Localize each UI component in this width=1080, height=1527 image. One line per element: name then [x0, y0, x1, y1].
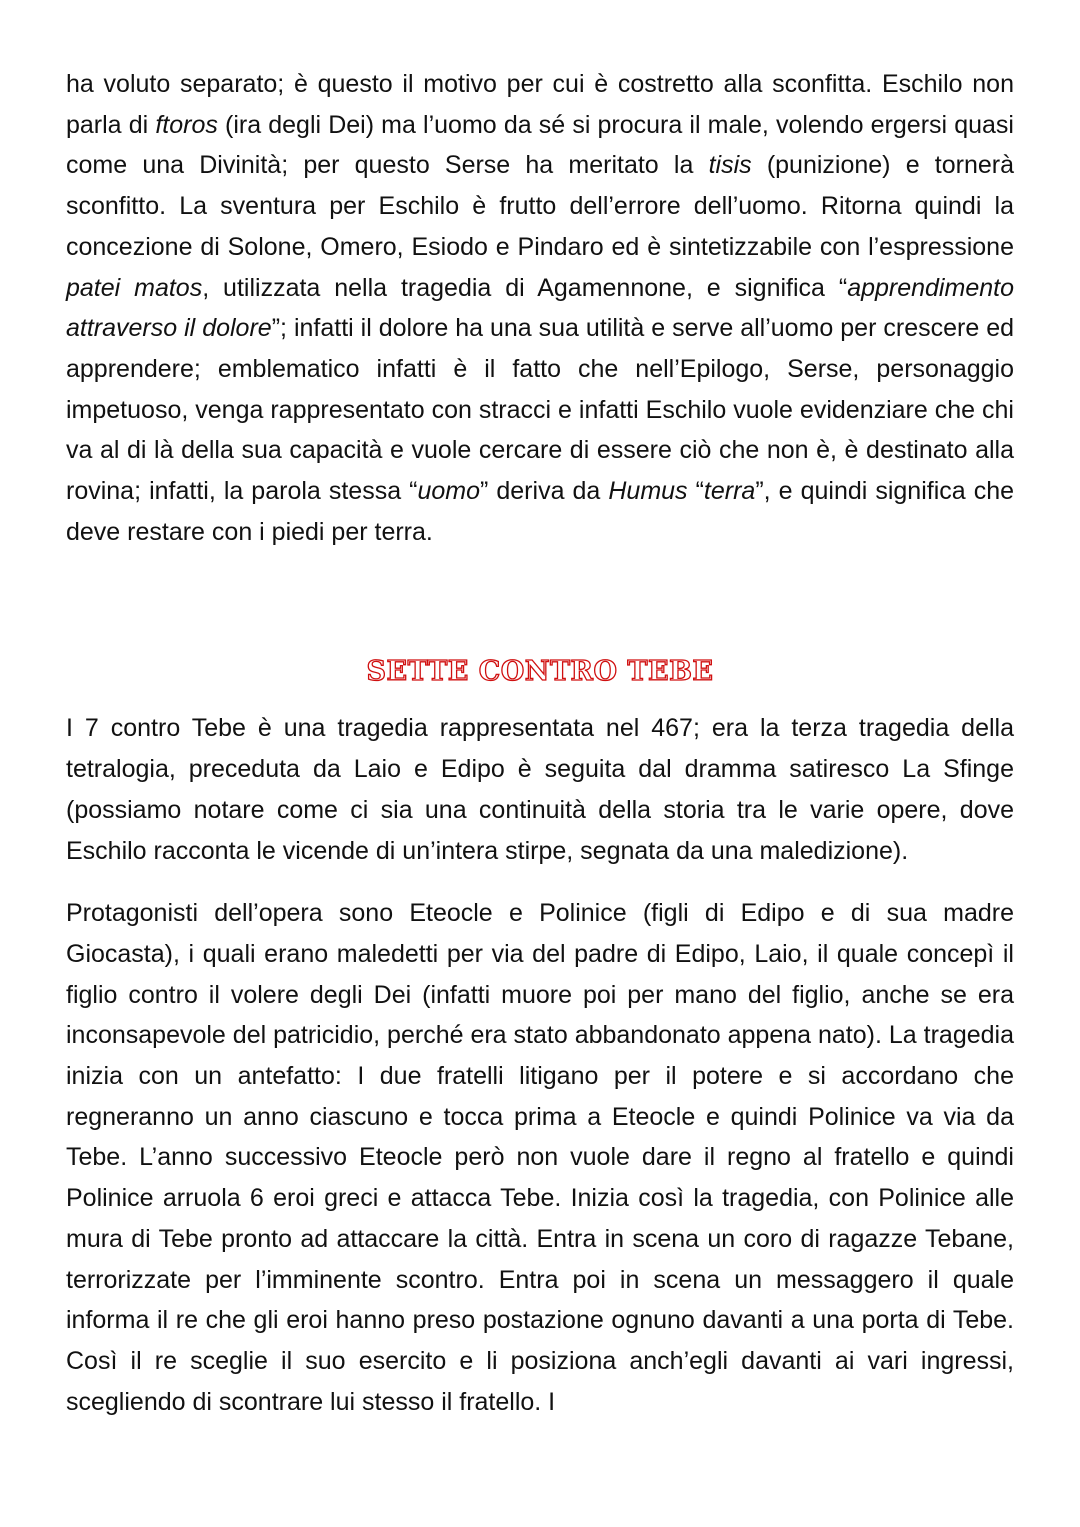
italic-term: Humus	[608, 477, 688, 506]
paragraph-sette-plot	[66, 893, 1014, 1422]
text-run: ” deriva da	[480, 477, 609, 506]
paragraph-persiani-ending	[66, 64, 1014, 552]
text-run: I 7 contro Tebe è una tragedia rappresentata nel 467; era la terza tragedia della tetralogia, preceduta da Laio e Edipo è seguita dal dramma satiresco La Sfinge (possiamo notare come ci sia una continuità della storia tra le varie opere, dove Eschilo racconta le vicende di un’intera stirpe, segnata da una maledizione).	[66, 714, 1014, 865]
italic-term: patei matos	[66, 273, 203, 302]
text-run: ”, e quindi significa che deve restare con i piedi per terra.	[66, 477, 1015, 546]
paragraph-gap	[66, 871, 1014, 893]
text-run: (ira degli Dei) ma l’uomo da sé si procura il male, volendo ergersi quasi come una Divinità; per questo Serse ha meritato la	[66, 110, 1014, 180]
text-run: ”; infatti il dolore ha una sua utilità e serve all’uomo per crescere ed apprendere; emblematico infatti è il fatto che nell’Epilogo, Serse, personaggio impetuoso, venga rappresentato con stracci e infatti Eschilo vuole evidenziare che chi va al di là della sua capacità e vuole cercare di essere ciò che non è, è destinato alla rovina; infatti, la parola stessa “	[66, 314, 1015, 506]
italic-term: ftoros	[155, 110, 218, 139]
paragraph-sette-intro	[66, 708, 1014, 871]
italic-term: tisis	[708, 151, 752, 180]
section-title: SETTE CONTRO TEBE	[366, 656, 714, 688]
text-run: ha voluto separato; è questo il motivo per cui è costretto alla sconfitta. Eschilo non parla di	[66, 70, 1014, 139]
text-run: (punizione) e tornerà sconfitto. La sventura per Eschilo è frutto dell’errore dell’uomo. Ritorna quindi la concezione di Solone, Omero, Esiodo e Pindaro ed è sintetizzabile con l’espressione	[66, 151, 1014, 261]
italic-term: uomo	[417, 477, 481, 506]
text-run: “	[687, 477, 704, 506]
italic-term: terra	[703, 477, 756, 506]
text-run: Protagonisti dell’opera sono Eteocle e Polinice (figli di Edipo e di sua madre Giocasta), i quali erano maledetti per via del padre di Edipo, Laio, il quale concepì il figlio contro il volere degli Dei (infatti muore poi per mano del figlio, anche se era inconsapevole del patricidio, perché era stato abbandonato appena nato). La tragedia inizia con un antefatto: I due fratelli litigano per il potere e si accordano che regneranno un anno ciascuno e tocca prima a Eteocle e quindi Polinice va via da Tebe. L’anno successivo Eteocle però non vuole dare il regno al fratello e quindi Polinice arruola 6 eroi greci e attacca Tebe. Inizia così la tragedia, con Polinice alle mura di Tebe pronto ad attaccare la città. Entra in scena un coro di ragazze Tebane, terrorizzate per l’imminente scontro. Entra poi in scena un messaggero il quale informa il re che gli eroi hanno preso postazione ognuno davanti a una porta di Tebe. Così il re sceglie il suo esercito e li posiziona anch’egli davanti ai vari ingressi, scegliendo di scontrare lui stesso il fratello. I	[66, 899, 1014, 1416]
italic-term: apprendimento attraverso il dolore	[66, 273, 1014, 343]
document-page	[66, 64, 1014, 1422]
text-run: , utilizzata nella tragedia di Agamennone, e significa “	[202, 273, 848, 302]
